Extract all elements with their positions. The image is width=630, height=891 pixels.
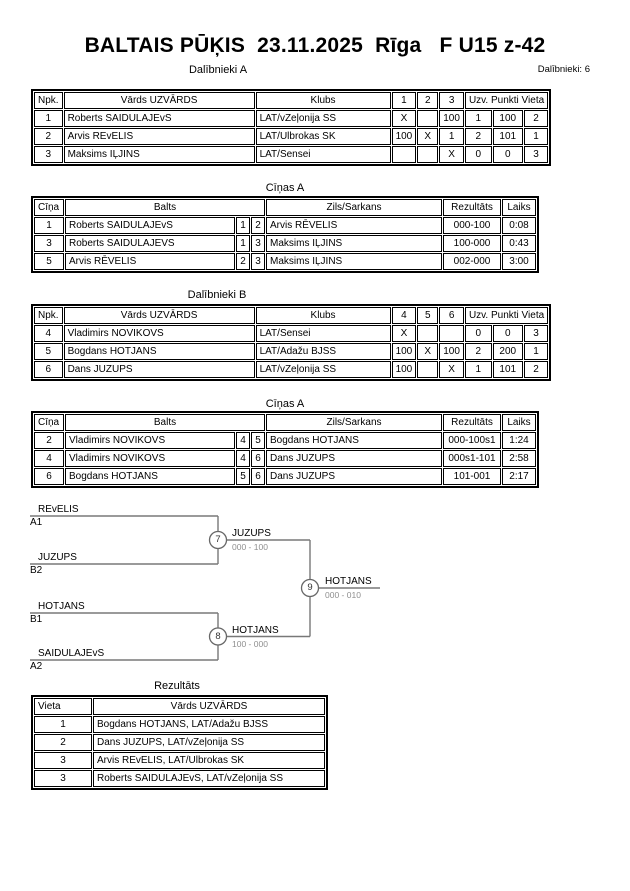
cell-blue-name: Dans JUZUPS	[266, 468, 442, 485]
table-header-row	[34, 698, 325, 715]
cell-club: LAT/vZeļonija SS	[256, 110, 391, 127]
match-8-winner: HOTJANS	[232, 625, 279, 636]
section-title-group-a: Dalībnieki A	[188, 64, 248, 76]
cell-name: Arvis REvELIS, LAT/Ulbrokas SK	[93, 752, 325, 769]
participants-table-b	[31, 304, 551, 381]
cell-white-no: 1	[236, 235, 250, 252]
table-row	[34, 217, 536, 234]
cell-r1: 100	[392, 128, 417, 145]
cell-r2	[417, 110, 438, 127]
col-header-time: Laiks	[502, 414, 536, 431]
cell-club: LAT/Sensei	[256, 325, 391, 342]
cell-club: LAT/Adažu BJSS	[256, 343, 391, 360]
cell-vieta: 1	[524, 343, 548, 360]
cell-blue-no: 5	[251, 432, 265, 449]
cell-r3: 1	[439, 128, 464, 145]
match-8-score: 100 - 000	[232, 639, 268, 649]
table-row	[34, 343, 548, 360]
cell-club: LAT/vZeļonija SS	[256, 361, 391, 378]
col-header-name: Vārds UZVĀRDS	[64, 307, 255, 324]
bracket-seed1-code: A1	[30, 517, 43, 528]
cell-blue-name: Arvis RĒVELIS	[266, 217, 442, 234]
table-row	[34, 734, 325, 751]
participants-count: Dalībnieki: 6	[537, 64, 590, 75]
cell-uzv: 0	[465, 325, 492, 342]
cell-white-name: Roberts SAIDULAJEvS	[65, 217, 235, 234]
cell-result: 000-100s1	[443, 432, 501, 449]
cell-white-no: 5	[236, 468, 250, 485]
fights-table-b	[31, 411, 539, 488]
col-header-2: 2	[417, 92, 438, 109]
cell-uzv: 0	[465, 146, 492, 163]
section-title-fights-b: Cīņas A	[265, 398, 305, 410]
bracket-seed3-name: HOTJANS	[38, 601, 85, 612]
col-header-name: Vārds UZVĀRDS	[64, 92, 255, 109]
cell-fight-no: 2	[34, 432, 64, 449]
col-header-white: Balts	[65, 414, 265, 431]
fights-table-a	[31, 196, 539, 273]
cell-result: 100-000	[443, 235, 501, 252]
col-header-npk: Npk.	[34, 307, 63, 324]
cell-time: 3:00	[502, 253, 536, 270]
table-row	[34, 361, 548, 378]
col-header-5: 5	[417, 307, 438, 324]
cell-white-no: 1	[236, 217, 250, 234]
bracket-seed4-name: SAIDULAJEvS	[38, 648, 105, 659]
page-title: BALTAIS PŪĶIS 23.11.2025 Rīga F U15 z-42	[84, 34, 546, 57]
cell-r1: 100	[392, 361, 417, 378]
cell-time: 0:43	[502, 235, 536, 252]
col-header-fight: Cīņa	[34, 199, 64, 216]
cell-npk: 2	[34, 128, 63, 145]
match-7-number: 7	[215, 534, 221, 545]
cell-r3: 100	[439, 343, 464, 360]
cell-name: Dans JUZUPS	[64, 361, 255, 378]
cell-blue-no: 2	[251, 217, 265, 234]
cell-blue-no: 3	[251, 253, 265, 270]
cell-vieta: 2	[34, 734, 92, 751]
col-header-club: Klubs	[256, 92, 391, 109]
cell-white-name: Arvis RĒVELIS	[65, 253, 235, 270]
cell-name: Vladimirs NOVIKOVS	[64, 325, 255, 342]
match-7-winner: JUZUPS	[232, 528, 271, 539]
cell-vieta: 1	[524, 128, 548, 145]
table-row	[34, 468, 536, 485]
cell-result: 000s1-101	[443, 450, 501, 467]
match-9-number: 9	[307, 582, 313, 593]
cell-time: 2:58	[502, 450, 536, 467]
cell-npk: 5	[34, 343, 63, 360]
col-header-white: Balts	[65, 199, 265, 216]
cell-name: Bogdans HOTJANS	[64, 343, 255, 360]
cell-punkti: 101	[493, 361, 523, 378]
cell-punkti: 101	[493, 128, 523, 145]
table-row	[34, 253, 536, 270]
bracket-seed2-code: B2	[30, 565, 43, 576]
cell-result: 002-000	[443, 253, 501, 270]
table-header-row	[34, 414, 536, 431]
cell-blue-name: Dans JUZUPS	[266, 450, 442, 467]
cell-uzv: 1	[465, 361, 492, 378]
cell-name: Dans JUZUPS, LAT/vZeļonija SS	[93, 734, 325, 751]
cell-r1: X	[392, 325, 417, 342]
table-row	[34, 235, 536, 252]
cell-vieta: 2	[524, 361, 548, 378]
cell-r2: X	[417, 343, 438, 360]
col-header-name: Vārds UZVĀRDS	[93, 698, 325, 715]
col-header-time: Laiks	[502, 199, 536, 216]
cell-uzv: 2	[465, 128, 492, 145]
table-header-row	[34, 307, 548, 324]
cell-name: Bogdans HOTJANS, LAT/Adažu BJSS	[93, 716, 325, 733]
cell-result: 101-001	[443, 468, 501, 485]
cell-vieta: 2	[524, 110, 548, 127]
cell-vieta: 3	[524, 325, 548, 342]
table-row	[34, 450, 536, 467]
col-header-3: 3	[439, 92, 464, 109]
cell-white-no: 4	[236, 450, 250, 467]
cell-punkti: 0	[493, 146, 523, 163]
cell-fight-no: 6	[34, 468, 64, 485]
col-header-1: 1	[392, 92, 417, 109]
cell-vieta: 1	[34, 716, 92, 733]
cell-name: Arvis REvELIS	[64, 128, 255, 145]
match-9-score: 000 - 010	[325, 590, 361, 600]
cell-punkti: 0	[493, 325, 523, 342]
table-row	[34, 325, 548, 342]
bracket-seed4-code: A2	[30, 661, 43, 672]
cell-name: Maksims IĻJINS	[64, 146, 255, 163]
cell-r3: X	[439, 146, 464, 163]
cell-fight-no: 4	[34, 450, 64, 467]
cell-r1: 100	[392, 343, 417, 360]
cell-white-no: 2	[236, 253, 250, 270]
participants-table-a	[31, 89, 551, 166]
section-title-fights-a: Cīņas A	[265, 182, 305, 194]
match-7-score: 000 - 100	[232, 542, 268, 552]
cell-npk: 1	[34, 110, 63, 127]
match-9-winner: HOTJANS	[325, 576, 372, 587]
cell-club: LAT/Sensei	[256, 146, 391, 163]
col-header-result: Rezultāts	[443, 414, 501, 431]
col-header-blue: Zils/Sarkans	[266, 414, 442, 431]
cell-club: LAT/Ulbrokas SK	[256, 128, 391, 145]
col-header-result: Rezultāts	[443, 199, 501, 216]
cell-name: Roberts SAIDULAJEvS, LAT/vZeļonija SS	[93, 770, 325, 787]
col-header-club: Klubs	[256, 307, 391, 324]
table-header-row	[34, 92, 548, 109]
col-header-npk: Npk.	[34, 92, 63, 109]
cell-name: Roberts SAIDULAJEvS	[64, 110, 255, 127]
bracket-seed1-name: REvELIS	[38, 504, 79, 515]
col-header-vieta: Vieta	[34, 698, 92, 715]
cell-blue-name: Maksims IĻJINS	[266, 253, 442, 270]
cell-time: 1:24	[502, 432, 536, 449]
results-table	[31, 695, 328, 790]
col-header-fight: Cīņa	[34, 414, 64, 431]
cell-white-name: Vladimirs NOVIKOVS	[65, 450, 235, 467]
col-header-4: 4	[392, 307, 417, 324]
table-row	[34, 432, 536, 449]
cell-time: 0:08	[502, 217, 536, 234]
table-row	[34, 752, 325, 769]
cell-time: 2:17	[502, 468, 536, 485]
cell-r2: X	[417, 128, 438, 145]
cell-punkti: 200	[493, 343, 523, 360]
bracket-seed2-name: JUZUPS	[38, 552, 77, 563]
cell-r3	[439, 325, 464, 342]
cell-r1	[392, 146, 417, 163]
cell-r2	[417, 146, 438, 163]
cell-fight-no: 1	[34, 217, 64, 234]
cell-blue-name: Bogdans HOTJANS	[266, 432, 442, 449]
cell-blue-no: 6	[251, 468, 265, 485]
col-header-6: 6	[439, 307, 464, 324]
cell-fight-no: 3	[34, 235, 64, 252]
cell-blue-name: Maksims IĻJINS	[266, 235, 442, 252]
section-title-group-b: Dalībnieki B	[187, 289, 247, 301]
cell-npk: 6	[34, 361, 63, 378]
table-header-row	[34, 199, 536, 216]
cell-r2	[417, 325, 438, 342]
table-row	[34, 770, 325, 787]
cell-uzv: 2	[465, 343, 492, 360]
cell-fight-no: 5	[34, 253, 64, 270]
cell-r1: X	[392, 110, 417, 127]
table-row	[34, 128, 548, 145]
col-header-uzv-punkti-vieta: Uzv. Punkti Vieta	[465, 307, 548, 324]
cell-npk: 4	[34, 325, 63, 342]
cell-punkti: 100	[493, 110, 523, 127]
section-title-results: Rezultāts	[154, 680, 200, 692]
col-header-uzv-punkti-vieta: Uzv. Punkti Vieta	[465, 92, 548, 109]
cell-white-name: Vladimirs NOVIKOVS	[65, 432, 235, 449]
cell-blue-no: 3	[251, 235, 265, 252]
match-8-number: 8	[215, 631, 221, 642]
table-row	[34, 110, 548, 127]
cell-vieta: 3	[34, 770, 92, 787]
cell-r3: X	[439, 361, 464, 378]
cell-uzv: 1	[465, 110, 492, 127]
cell-blue-no: 6	[251, 450, 265, 467]
cell-r2	[417, 361, 438, 378]
cell-white-name: Bogdans HOTJANS	[65, 468, 235, 485]
table-row	[34, 716, 325, 733]
cell-r3: 100	[439, 110, 464, 127]
cell-vieta: 3	[524, 146, 548, 163]
cell-result: 000-100	[443, 217, 501, 234]
cell-vieta: 3	[34, 752, 92, 769]
cell-white-name: Roberts SAIDULAJEVS	[65, 235, 235, 252]
col-header-blue: Zils/Sarkans	[266, 199, 442, 216]
cell-npk: 3	[34, 146, 63, 163]
table-row	[34, 146, 548, 163]
cell-white-no: 4	[236, 432, 250, 449]
bracket-seed3-code: B1	[30, 614, 43, 625]
